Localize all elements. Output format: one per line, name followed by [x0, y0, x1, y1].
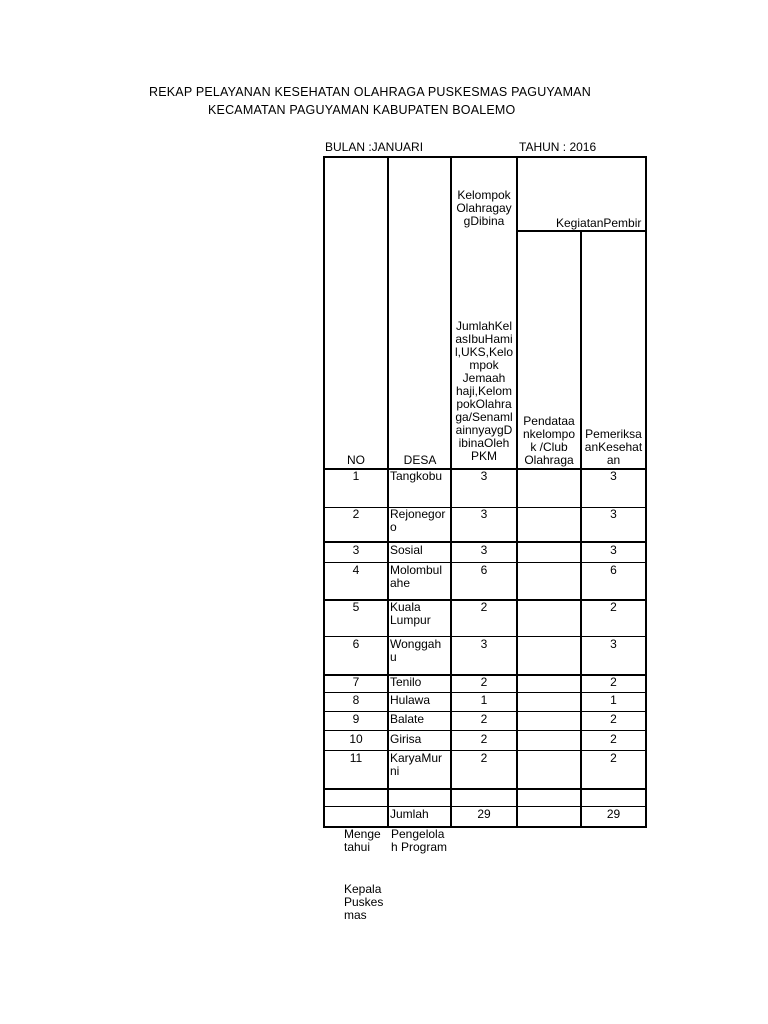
row-pemeriksaan: 1	[610, 693, 617, 707]
row-jumlah: 2	[480, 732, 488, 746]
row-no: 2	[352, 507, 360, 521]
row-desa: ahe	[390, 576, 411, 590]
table-left-border	[323, 156, 325, 827]
row-jumlah: 3	[480, 543, 488, 557]
total-label: Jumlah	[390, 807, 429, 821]
row-pemeriksaan: 2	[610, 600, 617, 614]
header-desa: DESA	[403, 453, 437, 467]
row-no: 4	[352, 563, 360, 577]
header-pemeriksaan-line: an	[606, 453, 621, 467]
row-desa: Molombul	[390, 563, 443, 577]
header-jumlah-line: l,UKS,Kelo	[454, 345, 514, 359]
header-pendataan-line: k /Club	[530, 440, 568, 454]
row-line	[323, 730, 647, 731]
row-no: 8	[352, 693, 360, 707]
row-no: 11	[349, 751, 363, 765]
row-pemeriksaan: 6	[610, 563, 617, 577]
document-title-line2: KECAMATAN PAGUYAMAN KABUPATEN BOALEMO	[208, 103, 516, 117]
row-jumlah: 1	[480, 693, 488, 707]
row-jumlah: 3	[480, 507, 488, 521]
row-pemeriksaan: 3	[610, 469, 617, 483]
header-jumlah-line: ainnyaygD	[455, 423, 513, 437]
header-pendataan-line: Pendataa	[523, 414, 575, 428]
row-no: 5	[352, 600, 360, 614]
row-jumlah: 2	[480, 600, 488, 614]
row-pemeriksaan: 2	[610, 751, 617, 765]
row-jumlah: 2	[480, 751, 488, 765]
row-desa: Rejonegor	[390, 507, 446, 521]
mengetahui-text: Menge	[344, 827, 381, 841]
header-kelompok-line: Kelompok	[457, 188, 511, 202]
header-kelompok-line: gDibina	[463, 214, 505, 228]
row-desa: u	[390, 650, 397, 664]
row-desa: Tenilo	[390, 675, 422, 689]
header-jumlah-line: pokOlahra	[456, 397, 512, 411]
header-no: NO	[347, 453, 365, 467]
row-desa: ni	[390, 764, 400, 778]
row-desa: Sosial	[390, 543, 423, 557]
row-no: 6	[352, 637, 360, 651]
mengetahui-text: tahui	[344, 840, 371, 854]
row-desa: Hulawa	[390, 693, 431, 707]
row-line	[323, 788, 647, 790]
header-jumlah-line: JumlahKel	[455, 319, 513, 333]
row-no: 7	[352, 675, 360, 689]
total-jumlah: 29	[477, 807, 491, 821]
row-pemeriksaan: 2	[610, 712, 617, 726]
row-no: 1	[352, 469, 360, 483]
col-divider-desa	[450, 156, 452, 827]
pengelola-program-text: h Program	[391, 840, 448, 854]
table-right-border	[645, 156, 647, 827]
month-label: BULAN :JANUARI	[325, 140, 424, 154]
header-pendataan-line: nkelompo	[522, 427, 576, 441]
row-pemeriksaan: 3	[610, 637, 617, 651]
row-desa: Balate	[390, 712, 425, 726]
row-pemeriksaan: 3	[610, 507, 617, 521]
header-pendataan-line: Olahraga	[524, 453, 574, 467]
row-desa: Tangkobu	[390, 469, 443, 483]
pengelola-program-text: Pengelola	[391, 827, 445, 841]
row-no: 9	[352, 712, 360, 726]
col-divider-jumlah	[516, 156, 518, 827]
header-jumlah-line: haji,Kelom	[455, 384, 513, 398]
total-pemeriksaan: 29	[606, 807, 621, 821]
header-jumlah-line: Jemaah	[462, 371, 506, 385]
kepala-puskesmas-text: Puskes	[344, 895, 384, 909]
header-pemeriksaan-line: anKesehat	[584, 440, 643, 454]
header-jumlah-line: ibinaOleh	[458, 436, 510, 450]
year-label: TAHUN : 2016	[519, 140, 597, 154]
header-kelompok-line: Olahragay	[456, 201, 512, 215]
row-jumlah: 3	[480, 469, 488, 483]
col-divider-no	[387, 156, 389, 827]
row-desa: Kuala	[390, 600, 421, 614]
row-desa: Lumpur	[390, 613, 431, 627]
subheader-border	[517, 230, 647, 232]
header-jumlah-line: mpok	[469, 358, 499, 372]
header-kegiatan-pembinaan: KegiatanPembir	[556, 216, 642, 230]
table-top-border	[323, 156, 647, 158]
row-jumlah: 2	[480, 675, 488, 689]
row-desa: Wonggah	[390, 637, 442, 651]
row-jumlah: 2	[480, 712, 488, 726]
row-desa: Girisa	[390, 732, 422, 746]
row-desa: KaryaMur	[390, 751, 443, 765]
kepala-puskesmas-text: Kepala	[344, 882, 382, 896]
header-jumlah-line: ga/Senaml	[455, 410, 513, 424]
row-no: 10	[349, 732, 363, 746]
row-no: 3	[352, 543, 360, 557]
row-jumlah: 6	[480, 563, 488, 577]
row-jumlah: 3	[480, 637, 488, 651]
row-pemeriksaan: 2	[610, 675, 617, 689]
row-desa: o	[390, 520, 397, 534]
row-pemeriksaan: 2	[610, 732, 617, 746]
document-title-line1: REKAP PELAYANAN KESEHATAN OLAHRAGA PUSKESMAS PAGUYAMAN	[149, 85, 591, 99]
header-pemeriksaan-line: Pemeriksa	[585, 427, 642, 441]
kepala-puskesmas-text: mas	[344, 908, 367, 922]
header-jumlah-line: asIbuHami	[455, 332, 513, 346]
header-jumlah-line: PKM	[470, 449, 497, 463]
row-pemeriksaan: 3	[610, 543, 617, 557]
